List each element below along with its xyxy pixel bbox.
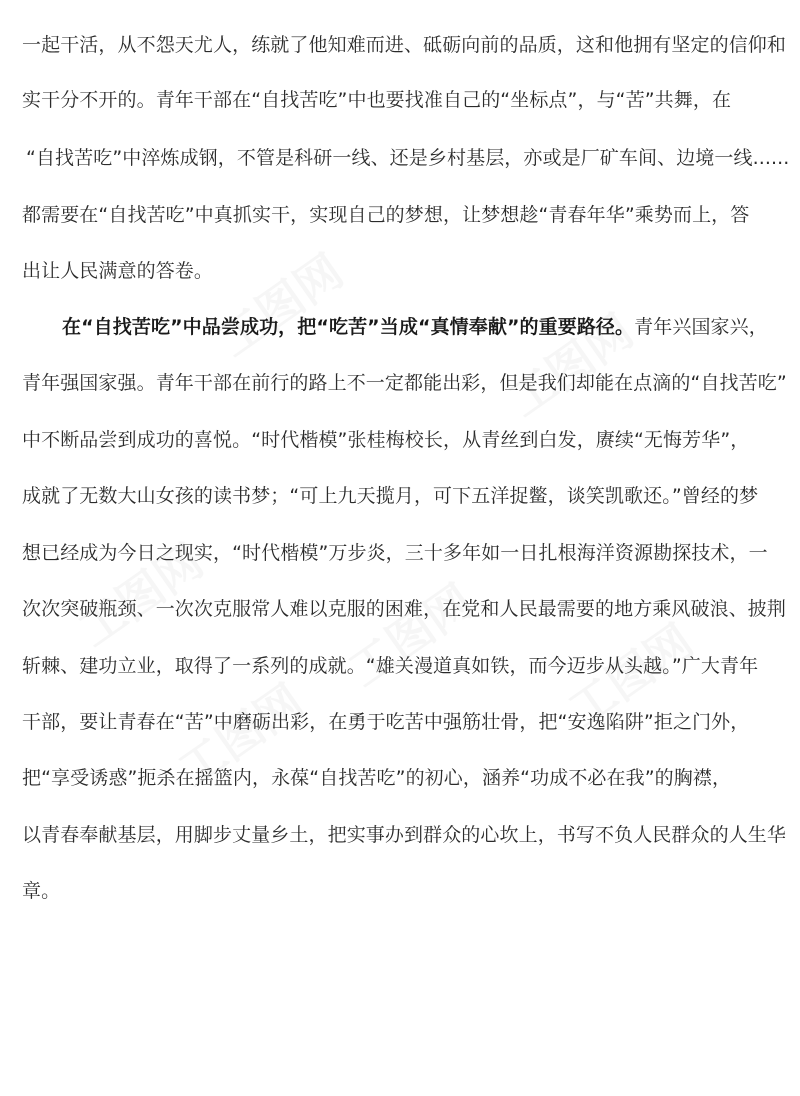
text-line: 中不断品尝到成功的喜悦。“时代楷模”张桂梅校长，从青丝到白发，赓续“无悔芳华”， <box>22 429 750 451</box>
text-line: 出让人民满意的答卷。 <box>22 260 214 282</box>
text-line: 成就了无数大山女孩的读书梦；“可上九天揽月，可下五洋捉鳖，谈笑凯歌还。”曾经的梦 <box>22 485 759 507</box>
text-line: 实干分不开的。青年干部在“自找苦吃”中也要找准自己的“坐标点”，与“苦”共舞，在 <box>22 89 732 111</box>
watermark: 工图网 <box>208 243 353 368</box>
watermark: 工图网 <box>498 303 643 428</box>
text-line: “自找苦吃”中淬炼成钢，不管是科研一线、还是乡村基层，亦或是厂矿车间、边境一线...... <box>26 147 790 169</box>
text-line: 以青春奉献基层，用脚步丈量乡土，把实事办到群众的心坎上，书写不负人民群众的人生华 <box>22 824 787 846</box>
watermark: 工图网 <box>168 673 313 798</box>
watermark: 工图网 <box>338 573 483 698</box>
text-line: 干部，要让青春在“苦”中磨砺出彩，在勇于吃苦中强筋壮骨，把“安逸陷阱”拒之门外， <box>22 711 750 733</box>
paragraph-lead-rest: 青年兴国家兴， <box>634 316 768 338</box>
text-line: 想已经成为今日之现实，“时代楷模”万步炎，三十多年如一日扎根海洋资源勘探技术，一 <box>22 542 768 564</box>
text-line: 斩棘、建功立业，取得了一系列的成就。“雄关漫道真如铁，而今迈步从头越。”广大青年 <box>22 655 759 677</box>
text-line: 次次突破瓶颈、一次次克服常人难以克服的困难，在党和人民最需要的地方乘风破浪、披荆 <box>22 598 787 620</box>
text-line: 章。 <box>22 880 61 902</box>
watermark: 工图网 <box>558 613 703 738</box>
text-line: 青年强国家强。青年干部在前行的路上不一定都能出彩，但是我们却能在点滴的“自找苦吃” <box>22 372 787 394</box>
text-line: 把“享受诱惑”扼杀在摇篮内，永葆“自找苦吃”的初心，涵养“功成不必在我”的胸襟， <box>22 767 732 789</box>
paragraph-lead-heading: 在“自找苦吃”中品尝成功，把“吃苦”当成“真情奉献”的重要路径。 <box>62 316 635 338</box>
watermark: 工图网 <box>68 533 213 658</box>
text-line: 都需要在“自找苦吃”中真抓实干，实现自己的梦想，让梦想趁“青春年华”乘势而上，答 <box>22 204 750 226</box>
text-line <box>62 315 768 339</box>
text-line: 一起干活，从不怨天尤人，练就了他知难而进、砥砺向前的品质，这和他拥有坚定的信仰和 <box>22 34 787 56</box>
